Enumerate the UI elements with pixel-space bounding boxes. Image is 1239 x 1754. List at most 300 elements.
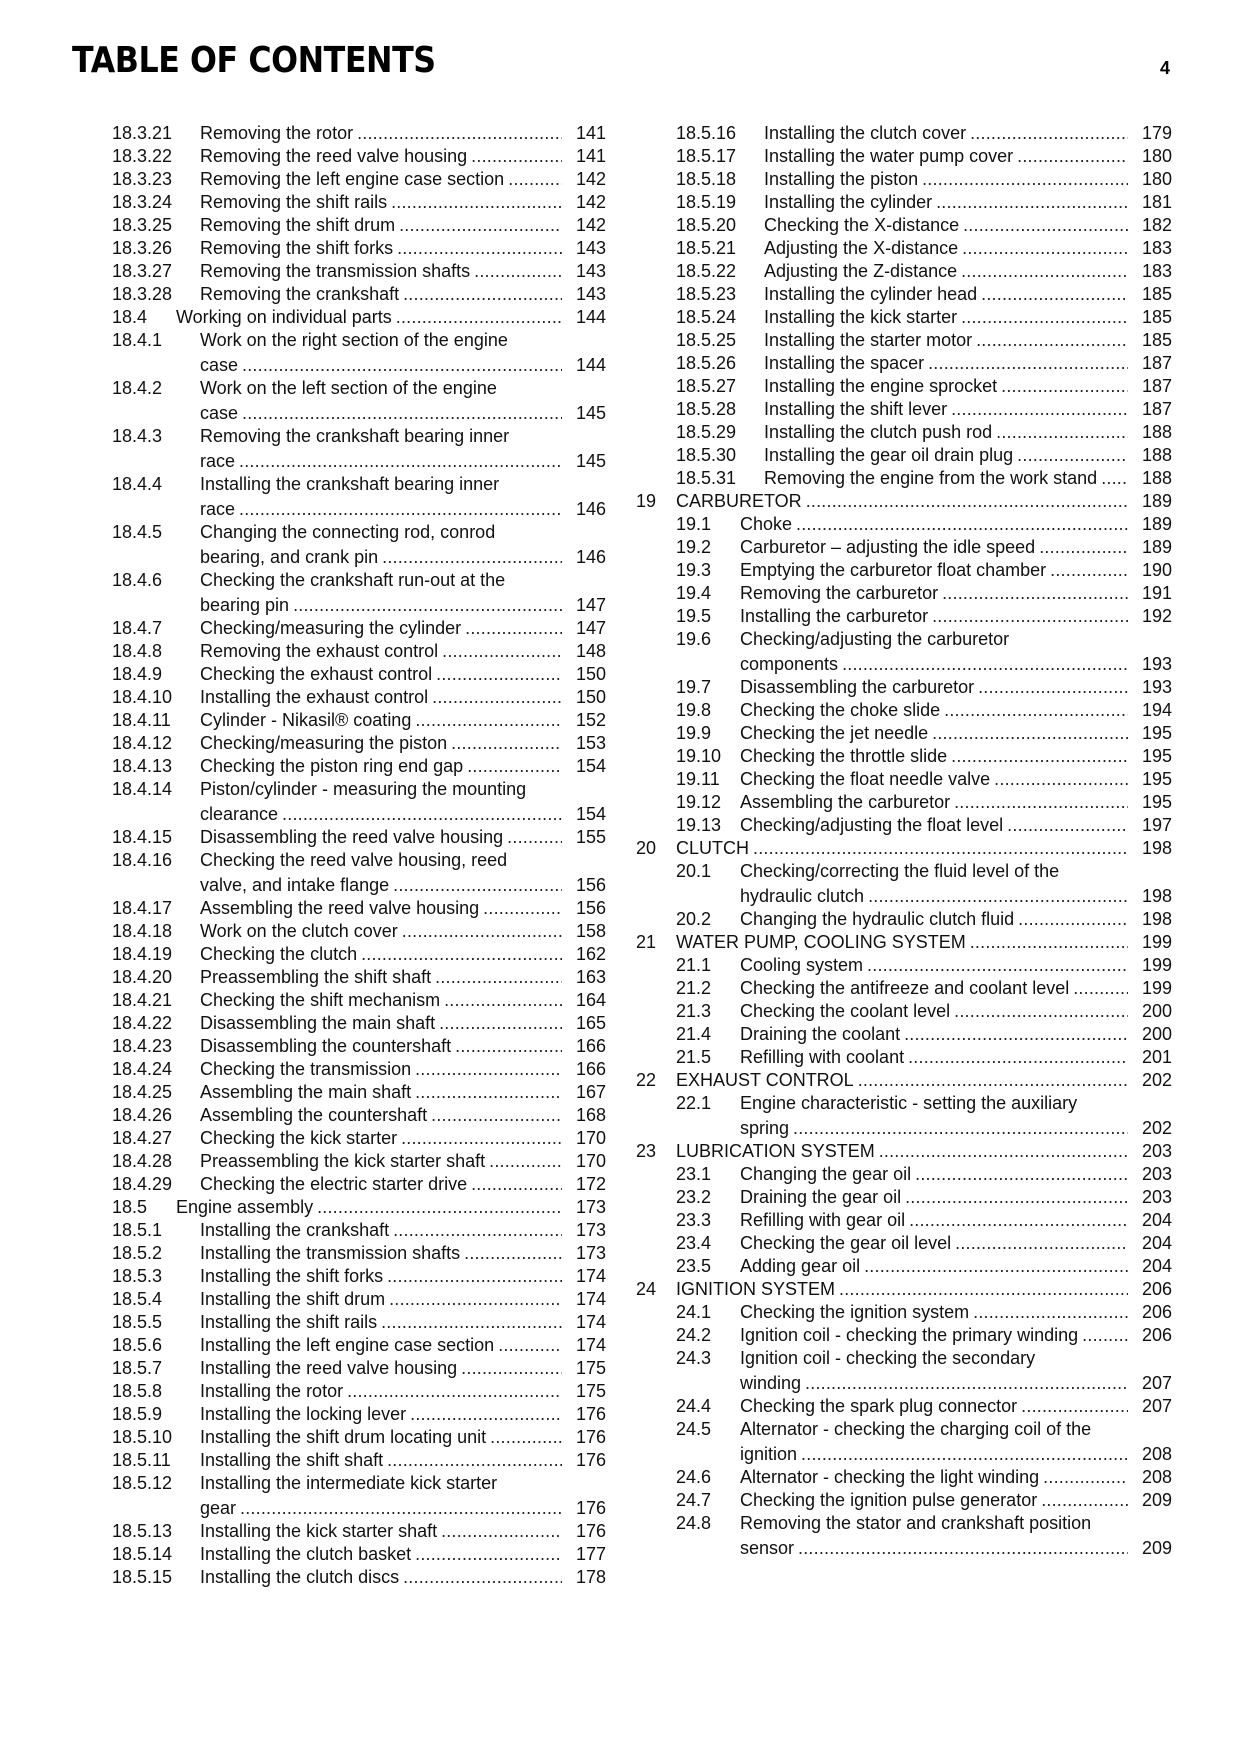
toc-entry[interactable]: [636, 1489, 1172, 1512]
toc-entry[interactable]: [636, 1069, 1172, 1092]
dot-leader: [1041, 1489, 1128, 1512]
toc-entry-title: Work on the clutch cover: [200, 921, 398, 941]
toc-entry-page: 173: [575, 1197, 606, 1217]
toc-entry[interactable]: [112, 732, 606, 755]
toc-entry-page: 195: [1141, 723, 1172, 743]
toc-entry-title: race: [200, 499, 236, 519]
dot-leader: [961, 306, 1128, 329]
toc-entry-number: 24.8: [676, 1513, 712, 1533]
toc-entry-title: Installing the water pump cover: [764, 146, 1014, 166]
dot-leader: [455, 1035, 562, 1058]
toc-entry[interactable]: [636, 490, 1172, 513]
toc-entry-number: 21.2: [676, 978, 712, 998]
toc-entry[interactable]: [112, 1035, 606, 1058]
toc-entry-page: 168: [575, 1105, 606, 1125]
toc-entry[interactable]: [112, 1104, 606, 1127]
toc-entry-page: 200: [1141, 1024, 1172, 1044]
toc-entry[interactable]: [636, 1023, 1172, 1046]
toc-entry-page: 176: [575, 1498, 606, 1518]
toc-entry-number: 18.4.8: [112, 641, 163, 661]
dot-leader: [402, 920, 562, 943]
dot-leader: [415, 1081, 562, 1104]
toc-entry[interactable]: [636, 1347, 1172, 1395]
toc-entry-title: Removing the shift forks: [200, 238, 394, 258]
toc-entry-page: 180: [1141, 146, 1172, 166]
toc-entry-number: 19.1: [676, 514, 712, 534]
toc-entry[interactable]: [112, 897, 606, 920]
toc-entry-page: 191: [1141, 583, 1172, 603]
toc-entry-number: 23.3: [676, 1210, 712, 1230]
toc-entry-page: 182: [1141, 215, 1172, 235]
dot-leader: [936, 191, 1128, 214]
toc-entry-title: Installing the gear oil drain plug: [764, 445, 1014, 465]
toc-entry[interactable]: [636, 1000, 1172, 1023]
toc-entry-number: 18.4.2: [112, 378, 163, 398]
toc-entry-number: 18.5.6: [112, 1335, 163, 1355]
toc-entry[interactable]: [112, 640, 606, 663]
dot-leader: [1050, 559, 1128, 582]
dot-leader: [942, 582, 1128, 605]
toc-entry-page: 146: [575, 499, 606, 519]
toc-entry-number: 18.4.19: [112, 944, 173, 964]
toc-entry[interactable]: [112, 1173, 606, 1196]
toc-entry-title: Installing the kick starter: [764, 307, 958, 327]
toc-entry-page: 187: [1141, 376, 1172, 396]
dot-leader: [461, 1357, 562, 1380]
toc-entry-number: 18.5.18: [676, 169, 737, 189]
toc-entry-title: Carburetor – adjusting the idle speed: [740, 537, 1036, 557]
toc-entry-title: LUBRICATION SYSTEM: [676, 1141, 875, 1161]
toc-entry-page: 189: [1141, 537, 1172, 557]
toc-entry[interactable]: [112, 283, 606, 306]
dot-leader: [955, 1232, 1128, 1255]
toc-entry-title: Disassembling the countershaft: [200, 1036, 452, 1056]
toc-entry-title: Alternator - checking the charging coil of the: [740, 1419, 1092, 1439]
toc-entry-title: winding: [740, 1373, 802, 1393]
dot-leader: [464, 1242, 562, 1265]
toc-entry-page: 204: [1141, 1256, 1172, 1276]
toc-entry[interactable]: [112, 1311, 606, 1334]
toc-entry[interactable]: [636, 237, 1172, 260]
toc-entry[interactable]: [636, 1418, 1172, 1466]
toc-entry-title: Installing the crankshaft: [200, 1220, 390, 1240]
toc-entry-number: 19.13: [676, 815, 722, 835]
toc-entry[interactable]: [636, 699, 1172, 722]
toc-entry[interactable]: [112, 1012, 606, 1035]
dot-leader: [909, 1209, 1128, 1232]
toc-entry[interactable]: [636, 1046, 1172, 1069]
toc-entry[interactable]: [112, 617, 606, 640]
toc-entry[interactable]: [112, 260, 606, 283]
toc-entry-title: sensor: [740, 1538, 795, 1558]
toc-entry[interactable]: [636, 676, 1172, 699]
dot-leader: [439, 1012, 562, 1035]
toc-entry-title: Installing the clutch cover: [764, 123, 967, 143]
dot-leader: [978, 676, 1128, 699]
dot-leader: [396, 306, 562, 329]
toc-entry-title: Removing the crankshaft bearing inner: [200, 426, 510, 446]
toc-entry-number: 24.5: [676, 1419, 712, 1439]
toc-entry-title: WATER PUMP, COOLING SYSTEM: [676, 932, 966, 952]
toc-entry[interactable]: [112, 1380, 606, 1403]
dot-leader: [498, 1334, 562, 1357]
toc-entry[interactable]: [112, 1150, 606, 1173]
toc-entry-title: race: [200, 451, 236, 471]
toc-entry-number: 24.7: [676, 1490, 712, 1510]
toc-entry[interactable]: [636, 1466, 1172, 1489]
toc-entry-title: Adjusting the X-distance: [764, 238, 959, 258]
toc-entry-page: 155: [575, 827, 606, 847]
toc-entry[interactable]: [636, 768, 1172, 791]
toc-entry[interactable]: [636, 791, 1172, 814]
toc-entry-page: 207: [1141, 1396, 1172, 1416]
toc-entry[interactable]: [112, 1127, 606, 1150]
toc-entry[interactable]: [112, 237, 606, 260]
toc-entry-page: 142: [575, 215, 606, 235]
toc-entry-page: 206: [1141, 1279, 1172, 1299]
dot-leader: [436, 663, 562, 686]
toc-entry-number: 18.4.22: [112, 1013, 173, 1033]
dot-leader: [842, 653, 1128, 676]
dot-leader: [242, 402, 562, 425]
toc-entry[interactable]: [112, 168, 606, 191]
toc-entry-title: Checking the piston ring end gap: [200, 756, 464, 776]
toc-entry-number: 18.4.16: [112, 850, 173, 870]
toc-entry-page: 176: [575, 1427, 606, 1447]
dot-leader: [908, 1046, 1128, 1069]
dot-leader: [483, 897, 562, 920]
toc-entry[interactable]: [112, 1081, 606, 1104]
toc-entry[interactable]: [112, 943, 606, 966]
toc-entry[interactable]: [112, 826, 606, 849]
toc-entry[interactable]: [636, 1324, 1172, 1347]
toc-entry-page: 170: [575, 1128, 606, 1148]
toc-entry[interactable]: [636, 745, 1172, 768]
dot-leader: [868, 885, 1128, 908]
toc-entry[interactable]: [112, 1357, 606, 1380]
toc-entry[interactable]: [636, 329, 1172, 352]
toc-entry[interactable]: [636, 1512, 1172, 1560]
toc-entry-title: Checking the spark plug connector: [740, 1396, 1018, 1416]
toc-entry-page: 174: [575, 1289, 606, 1309]
toc-entry-page: 164: [575, 990, 606, 1010]
toc-entry-page: 174: [575, 1312, 606, 1332]
toc-entry[interactable]: [636, 1140, 1172, 1163]
toc-entry-number: 18.5.1: [112, 1220, 163, 1240]
toc-entry-number: 18.5.15: [112, 1567, 173, 1587]
toc-entry-number: 18.4.5: [112, 522, 163, 542]
toc-entry[interactable]: [636, 1232, 1172, 1255]
toc-entry[interactable]: [112, 1196, 606, 1219]
dot-leader: [451, 732, 562, 755]
toc-entry[interactable]: [112, 306, 606, 329]
toc-entry-title: Checking the choke slide: [740, 700, 941, 720]
toc-entry-number: 18.4.15: [112, 827, 173, 847]
toc-entry[interactable]: [636, 908, 1172, 931]
toc-entry[interactable]: [636, 1163, 1172, 1186]
toc-entry-page: 177: [575, 1544, 606, 1564]
toc-entry-title: Assembling the reed valve housing: [200, 898, 480, 918]
toc-entry[interactable]: [636, 444, 1172, 467]
dot-leader: [1018, 908, 1128, 931]
toc-entry[interactable]: [112, 122, 606, 145]
toc-entry[interactable]: [636, 1209, 1172, 1232]
toc-entry[interactable]: [112, 709, 606, 732]
toc-entry[interactable]: [112, 1449, 606, 1472]
toc-entry[interactable]: [636, 1186, 1172, 1209]
toc-entry-page: 193: [1141, 654, 1172, 674]
toc-entry-page: 176: [575, 1521, 606, 1541]
toc-entry-number: 18.3.23: [112, 169, 173, 189]
dot-leader: [951, 745, 1128, 768]
toc-entry-page: 166: [575, 1036, 606, 1056]
toc-entry-title: EXHAUST CONTROL: [676, 1070, 854, 1090]
toc-entry-page: 190: [1141, 560, 1172, 580]
toc-entry-number: 18.5.24: [676, 307, 737, 327]
toc-entry-title: Checking the throttle slide: [740, 746, 948, 766]
toc-entry-page: 198: [1141, 909, 1172, 929]
toc-entry-number: 18.4.27: [112, 1128, 173, 1148]
toc-entry-title: Removing the stator and crankshaft position: [740, 1513, 1092, 1533]
toc-entry-page: 158: [575, 921, 606, 941]
toc-entry[interactable]: [112, 1058, 606, 1081]
toc-entry-title: Cylinder - Nikasil® coating: [200, 710, 412, 730]
toc-entry-number: 18.5.30: [676, 445, 737, 465]
toc-entry[interactable]: [112, 755, 606, 778]
toc-entry-page: 178: [575, 1567, 606, 1587]
toc-entry[interactable]: [112, 1403, 606, 1426]
dot-leader: [973, 1301, 1128, 1324]
toc-entry[interactable]: [636, 1278, 1172, 1301]
toc-entry-title: Installing the carburetor: [740, 606, 929, 626]
toc-entry-page: 166: [575, 1059, 606, 1079]
toc-entry-title: Ignition coil - checking the secondary: [740, 1348, 1036, 1368]
toc-entry-title: Installing the cylinder head: [764, 284, 978, 304]
toc-entry-number: 18.4.29: [112, 1174, 173, 1194]
toc-entry-title: Removing the engine from the work stand: [764, 468, 1098, 488]
dot-leader: [805, 1372, 1128, 1395]
toc-entry-title: Alternator - checking the light winding: [740, 1467, 1040, 1487]
toc-entry-number: 18.5.19: [676, 192, 737, 212]
toc-entry[interactable]: [112, 966, 606, 989]
toc-entry-page: 198: [1141, 886, 1172, 906]
dot-leader: [442, 640, 562, 663]
dot-leader: [242, 354, 562, 377]
toc-entry[interactable]: [636, 837, 1172, 860]
toc-entry-number: 18.5.31: [676, 468, 737, 488]
toc-entry[interactable]: [112, 1242, 606, 1265]
toc-entry[interactable]: [636, 513, 1172, 536]
dot-leader: [1021, 1395, 1128, 1418]
toc-entry-page: 148: [575, 641, 606, 661]
toc-entry[interactable]: [112, 425, 606, 473]
toc-entry[interactable]: [112, 569, 606, 617]
toc-entry[interactable]: [636, 168, 1172, 191]
toc-entry[interactable]: [636, 1395, 1172, 1418]
toc-entry-page: 146: [575, 547, 606, 567]
toc-entry[interactable]: [636, 628, 1172, 676]
toc-entry[interactable]: [636, 352, 1172, 375]
toc-entry[interactable]: [112, 1288, 606, 1311]
toc-entry-title: bearing pin: [200, 595, 290, 615]
toc-entry-title: Changing the connecting rod, conrod: [200, 522, 496, 542]
toc-entry-page: 143: [575, 261, 606, 281]
toc-entry-title: Changing the hydraulic clutch fluid: [740, 909, 1015, 929]
toc-entry[interactable]: [636, 214, 1172, 237]
toc-entry[interactable]: [636, 398, 1172, 421]
toc-entry[interactable]: [112, 989, 606, 1012]
toc-entry[interactable]: [112, 1219, 606, 1242]
toc-entry[interactable]: [112, 214, 606, 237]
toc-entry[interactable]: [112, 1334, 606, 1357]
toc-entry[interactable]: [636, 260, 1172, 283]
toc-entry-title: hydraulic clutch: [740, 886, 865, 906]
toc-entry[interactable]: [636, 536, 1172, 559]
toc-entry[interactable]: [636, 814, 1172, 837]
dot-leader: [357, 122, 562, 145]
toc-entry-page: 175: [575, 1381, 606, 1401]
toc-entry-title: Installing the shift forks: [200, 1266, 384, 1286]
toc-entry-title: Refilling with gear oil: [740, 1210, 906, 1230]
toc-entry[interactable]: [636, 605, 1172, 628]
toc-entry-number: 20.2: [676, 909, 712, 929]
toc-entry[interactable]: [636, 421, 1172, 444]
toc-entry[interactable]: [112, 145, 606, 168]
toc-entry-title: Installing the shift drum locating unit: [200, 1427, 487, 1447]
dot-leader: [951, 398, 1128, 421]
toc-entry-title: components: [740, 654, 839, 674]
toc-entry[interactable]: [112, 1426, 606, 1449]
toc-entry-page: 206: [1141, 1325, 1172, 1345]
toc-entry-page: 195: [1141, 792, 1172, 812]
toc-entry-title: Installing the kick starter shaft: [200, 1521, 438, 1541]
toc-entry[interactable]: [636, 375, 1172, 398]
toc-entry[interactable]: [636, 145, 1172, 168]
toc-entry[interactable]: [636, 283, 1172, 306]
dot-leader: [441, 1520, 562, 1543]
toc-entry-title: CARBURETOR: [676, 491, 802, 511]
toc-entry-title: Draining the coolant: [740, 1024, 901, 1044]
toc-entry-page: 179: [1141, 123, 1172, 143]
toc-entry[interactable]: [112, 377, 606, 425]
dot-leader: [981, 283, 1128, 306]
toc-entry-number: 18.4.9: [112, 664, 163, 684]
toc-entry[interactable]: [636, 931, 1172, 954]
toc-entry[interactable]: [112, 920, 606, 943]
toc-entry[interactable]: [112, 1520, 606, 1543]
toc-entry-number: 18.5.12: [112, 1473, 173, 1493]
toc-entry-title: spring: [740, 1118, 790, 1138]
dot-leader: [1043, 1466, 1128, 1489]
dot-leader: [490, 1426, 562, 1449]
toc-entry-title: Assembling the carburetor: [740, 792, 951, 812]
toc-entry-title: Checking the antifreeze and coolant level: [740, 978, 1070, 998]
toc-entry[interactable]: [636, 467, 1172, 490]
toc-entry[interactable]: [112, 329, 606, 377]
dot-leader: [961, 260, 1128, 283]
toc-entry-title: Removing the shift drum: [200, 215, 396, 235]
toc-entry-number: 18.4.20: [112, 967, 173, 987]
toc-entry[interactable]: [636, 1301, 1172, 1324]
toc-entry[interactable]: [112, 849, 606, 897]
toc-entry[interactable]: [636, 977, 1172, 1000]
toc-entry[interactable]: [112, 778, 606, 826]
dot-leader: [932, 605, 1128, 628]
toc-right-column: [636, 122, 1172, 1560]
toc-entry-number: 24.1: [676, 1302, 712, 1322]
dot-leader: [401, 1127, 562, 1150]
toc-entry-number: 18.3.24: [112, 192, 173, 212]
toc-entry-title: Checking the X-distance: [764, 215, 960, 235]
dot-leader: [996, 421, 1128, 444]
dot-leader: [240, 1497, 562, 1520]
toc-entry[interactable]: [112, 686, 606, 709]
dot-leader: [282, 803, 562, 826]
dot-leader: [944, 699, 1128, 722]
toc-entry-title: Installing the rotor: [200, 1381, 344, 1401]
toc-entry-page: 141: [575, 123, 606, 143]
toc-entry-number: 18.4.18: [112, 921, 173, 941]
toc-entry[interactable]: [636, 722, 1172, 745]
toc-entry[interactable]: [636, 954, 1172, 977]
toc-entry-title: Adding gear oil: [740, 1256, 861, 1276]
toc-entry-number: 20.1: [676, 861, 712, 881]
toc-entry[interactable]: [112, 521, 606, 569]
toc-entry-number: 19.7: [676, 677, 712, 697]
toc-entry-page: 188: [1141, 422, 1172, 442]
toc-entry-page: 206: [1141, 1302, 1172, 1322]
toc-entry[interactable]: [636, 582, 1172, 605]
dot-leader: [415, 709, 562, 732]
toc-entry-title: Preassembling the kick starter shaft: [200, 1151, 486, 1171]
toc-entry[interactable]: [636, 122, 1172, 145]
toc-entry-number: 18.5.22: [676, 261, 737, 281]
toc-entry-number: 19.10: [676, 746, 722, 766]
toc-entry[interactable]: [112, 1265, 606, 1288]
toc-entry-page: 147: [575, 595, 606, 615]
toc-entry[interactable]: [112, 1566, 606, 1589]
toc-entry[interactable]: [636, 860, 1172, 908]
dot-leader: [864, 1255, 1128, 1278]
dot-leader: [471, 145, 562, 168]
toc-entry-page: 144: [575, 307, 606, 327]
toc-entry-page: 195: [1141, 746, 1172, 766]
toc-entry[interactable]: [112, 1543, 606, 1566]
toc-entry[interactable]: [112, 191, 606, 214]
dot-leader: [806, 490, 1128, 513]
toc-entry-title: Installing the reed valve housing: [200, 1358, 458, 1378]
dot-leader: [970, 931, 1128, 954]
toc-entry[interactable]: [112, 473, 606, 521]
dot-leader: [393, 1219, 562, 1242]
toc-entry[interactable]: [112, 1472, 606, 1520]
toc-entry-title: Checking/measuring the piston: [200, 733, 448, 753]
toc-entry-page: 185: [1141, 330, 1172, 350]
toc-entry[interactable]: [636, 1255, 1172, 1278]
dot-leader: [839, 1278, 1128, 1301]
toc-entry-page: 174: [575, 1266, 606, 1286]
toc-entry[interactable]: [636, 1092, 1172, 1140]
dot-leader: [415, 1543, 562, 1566]
toc-entry-number: 22: [636, 1070, 657, 1090]
dot-leader: [471, 1173, 562, 1196]
toc-entry-number: 18.4.11: [112, 710, 171, 730]
toc-entry[interactable]: [636, 306, 1172, 329]
toc-entry[interactable]: [112, 663, 606, 686]
toc-entry[interactable]: [636, 559, 1172, 582]
toc-entry[interactable]: [636, 191, 1172, 214]
toc-entry-title: Disassembling the reed valve housing: [200, 827, 504, 847]
